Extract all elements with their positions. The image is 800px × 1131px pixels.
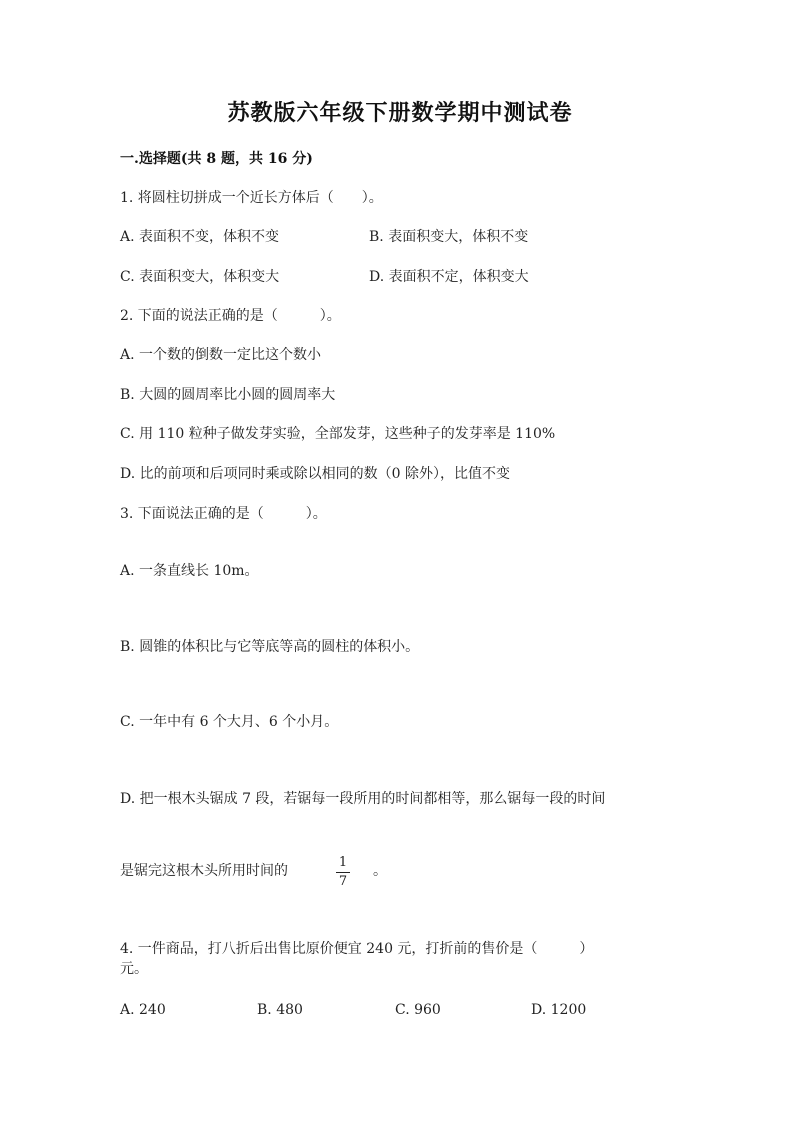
- fraction-numerator: 1: [338, 855, 348, 870]
- question-3-option-b: B. 圆锥的体积比与它等底等高的圆柱的体积小。: [120, 639, 420, 655]
- question-4-option-c: C. 960: [395, 1002, 441, 1018]
- question-1-option-c: C. 表面积变大，体积变大: [120, 269, 280, 285]
- question-1-option-d: D. 表面积不定，体积变大: [369, 269, 529, 285]
- section-heading: 一.选择题(共 8 题，共 16 分): [120, 151, 313, 167]
- question-4-option-a: A. 240: [120, 1002, 166, 1018]
- question-1-option-b: B. 表面积变大，体积不变: [369, 229, 529, 245]
- question-4-stem-line1: 4. 一件商品，打八折后出售比原价便宜 240 元，打折前的售价是（ ）: [120, 941, 594, 957]
- fraction-bar: [336, 872, 350, 873]
- page-title: 苏教版六年级下册数学期中测试卷: [227, 100, 573, 126]
- question-2-option-c: C. 用 110 粒种子做发芽实验，全部发芽，这些种子的发芽率是 110%: [120, 426, 556, 442]
- question-3-stem: 3. 下面说法正确的是（ ）。: [120, 506, 327, 522]
- fraction-one-seventh: [334, 855, 352, 890]
- question-3-option-a: A. 一条直线长 10m。: [120, 563, 259, 579]
- fraction-denominator: 7: [338, 874, 348, 889]
- question-3-option-d-end: 。: [373, 863, 387, 879]
- question-1-option-a: A. 表面积不变，体积不变: [120, 229, 280, 245]
- question-2-option-d: D. 比的前项和后项同时乘或除以相同的数（0 除外），比值不变: [120, 466, 510, 482]
- question-1-stem: 1. 将圆柱切拼成一个近长方体后（ ）。: [120, 190, 383, 206]
- question-2-option-b: B. 大圆的圆周率比小圆的圆周率大: [120, 387, 336, 403]
- question-2-stem: 2. 下面的说法正确的是（ ）。: [120, 308, 341, 324]
- question-2-option-a: A. 一个数的倒数一定比这个数小: [120, 347, 322, 363]
- question-3-option-c: C. 一年中有 6 个大月、6 个小月。: [120, 714, 339, 730]
- question-4-option-b: B. 480: [257, 1002, 303, 1018]
- question-4-option-d: D. 1200: [531, 1002, 587, 1018]
- question-3-option-d-line1: D. 把一根木头锯成 7 段，若锯每一段所用的时间都相等，那么锯每一段的时间: [120, 791, 606, 807]
- question-4-stem-line2: 元。: [120, 961, 148, 977]
- question-3-option-d-line2: 是锯完这根木头所用时间的: [120, 863, 288, 879]
